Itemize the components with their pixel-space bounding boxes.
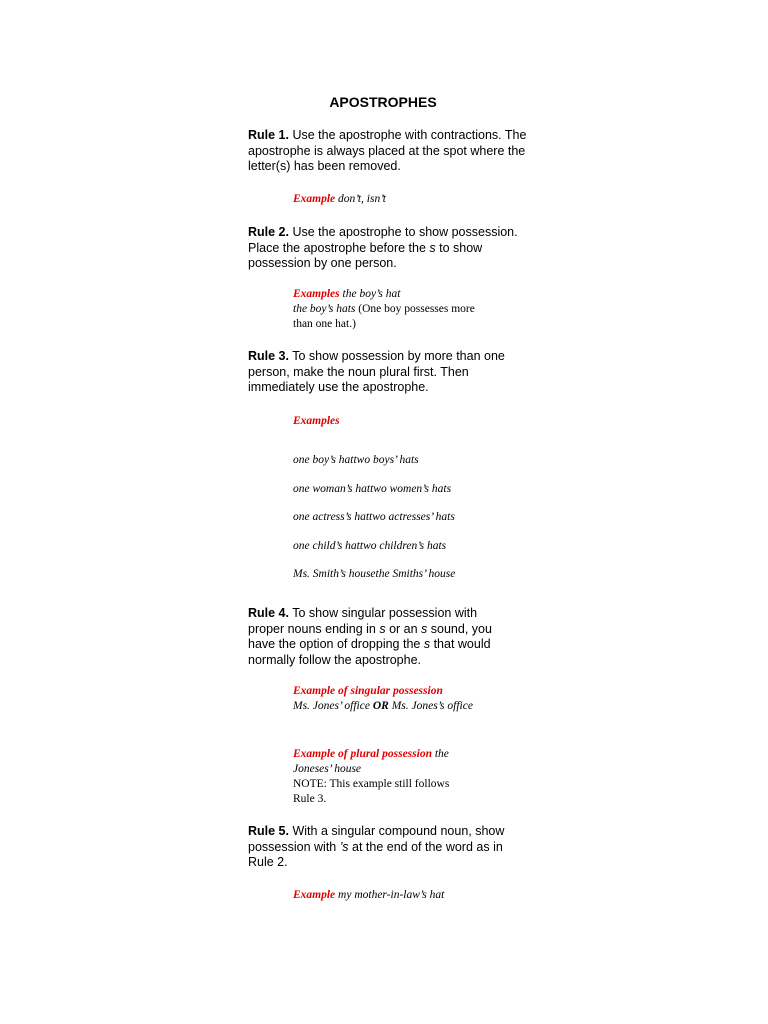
- rule-2-paragraph: [248, 225, 528, 272]
- rule-4-s2: s: [421, 621, 428, 636]
- rule-5-label: Rule 5.: [248, 824, 289, 838]
- rule-2-example-label: Examples: [293, 288, 340, 300]
- rule-1-example: [293, 192, 493, 207]
- rule-4-text-a: To show singular possession with proper nouns ending in: [248, 606, 478, 636]
- plural-form: the Smiths’ house: [375, 568, 456, 580]
- rule-1-example-text: don’t, isn’t: [335, 193, 386, 205]
- rule-2-example-note: (One boy possesses more than one hat.): [293, 303, 475, 330]
- rule-4-text-b: or an: [385, 621, 422, 636]
- rule-4-singular-b: Ms. Jones’s office: [388, 700, 473, 712]
- rule-4-s1: s: [379, 621, 386, 636]
- rule-4-paragraph: [248, 606, 498, 668]
- rule-2-text-a: Use the apostrophe to show possession. Place the apostrophe before the: [248, 225, 518, 255]
- example-pair-row: [293, 567, 583, 582]
- rule-4-text-c: sound, you have the option of dropping the: [248, 621, 492, 651]
- example-pair-row: [293, 510, 583, 525]
- rule-2-example-1: the boy’s hat: [339, 288, 401, 300]
- rule-5-apos-s: ’s: [339, 839, 349, 854]
- rule-4-plural-example: [293, 747, 473, 807]
- singular-form: one child’s hat: [293, 540, 360, 552]
- example-pair-row: [293, 482, 583, 497]
- rule-1-example-label: Example: [293, 193, 336, 205]
- rule-5-text-b: at the end of the word as in Rule 2.: [248, 839, 503, 869]
- rule-5-paragraph: [248, 824, 518, 871]
- example-pair-row: [293, 539, 583, 554]
- rule-5-example: [293, 888, 543, 903]
- example-pair-row: [293, 453, 583, 468]
- singular-form: one woman’s hat: [293, 483, 371, 495]
- rule-2-text-b: to show possession by one person.: [248, 240, 483, 270]
- rule-4-label: Rule 4.: [248, 606, 289, 620]
- rule-1-text: Use the apostrophe with contractions. The apostrophe is always placed at the spot where the letter(s) has been removed.: [248, 128, 527, 173]
- rule-2-example: [293, 287, 493, 332]
- plural-form: two boys’ hats: [353, 454, 419, 466]
- rule-3-paragraph: [248, 349, 528, 396]
- rule-4-singular-label: Example of singular possession: [293, 685, 443, 697]
- plural-form: two actresses’ hats: [369, 511, 455, 523]
- rule-2-label: Rule 2.: [248, 225, 289, 239]
- rule-5-example-label: Example: [293, 889, 336, 901]
- rule-4-text-d: that would normally follow the apostrophe.: [248, 637, 491, 667]
- rule-3-label: Rule 3.: [248, 349, 289, 363]
- rule-5-text-a: With a singular compound noun, show possession with: [248, 824, 505, 854]
- plural-form: two children’s hats: [359, 540, 447, 552]
- plural-form: two women’s hats: [370, 483, 452, 495]
- rule-4-singular-example: [293, 684, 473, 714]
- rule-2-example-2: the boy’s hats: [293, 303, 356, 315]
- rule-4-s3: s: [423, 637, 431, 651]
- rule-5-example-text: my mother-in-law’s hat: [335, 889, 445, 901]
- rule-2-text-s: s: [429, 240, 436, 255]
- rule-4-singular-or: OR: [372, 700, 389, 712]
- rule-1-label: Rule 1.: [248, 128, 289, 142]
- singular-form: one boy’s hat: [293, 454, 354, 466]
- rule-1-paragraph: [248, 128, 528, 175]
- rule-3-example-label: [293, 414, 493, 429]
- rule-3-text: To show possession by more than one person, make the noun plural first. Then immediately use the apostrophe.: [248, 349, 505, 394]
- rule-4-note: NOTE: This example still follows Rule 3.: [293, 778, 450, 805]
- singular-form: one actress’s hat: [293, 511, 370, 523]
- page-title: APOSTROPHES: [329, 94, 437, 110]
- rule-3-examples-heading: Examples: [293, 415, 340, 427]
- rule-4-plural-label: Example of plural possession: [293, 748, 432, 760]
- rule-4-plural-text: the Joneses’ house: [293, 748, 449, 775]
- singular-form: Ms. Smith’s house: [293, 568, 376, 580]
- rule-4-singular-a: Ms. Jones’ office: [293, 700, 373, 712]
